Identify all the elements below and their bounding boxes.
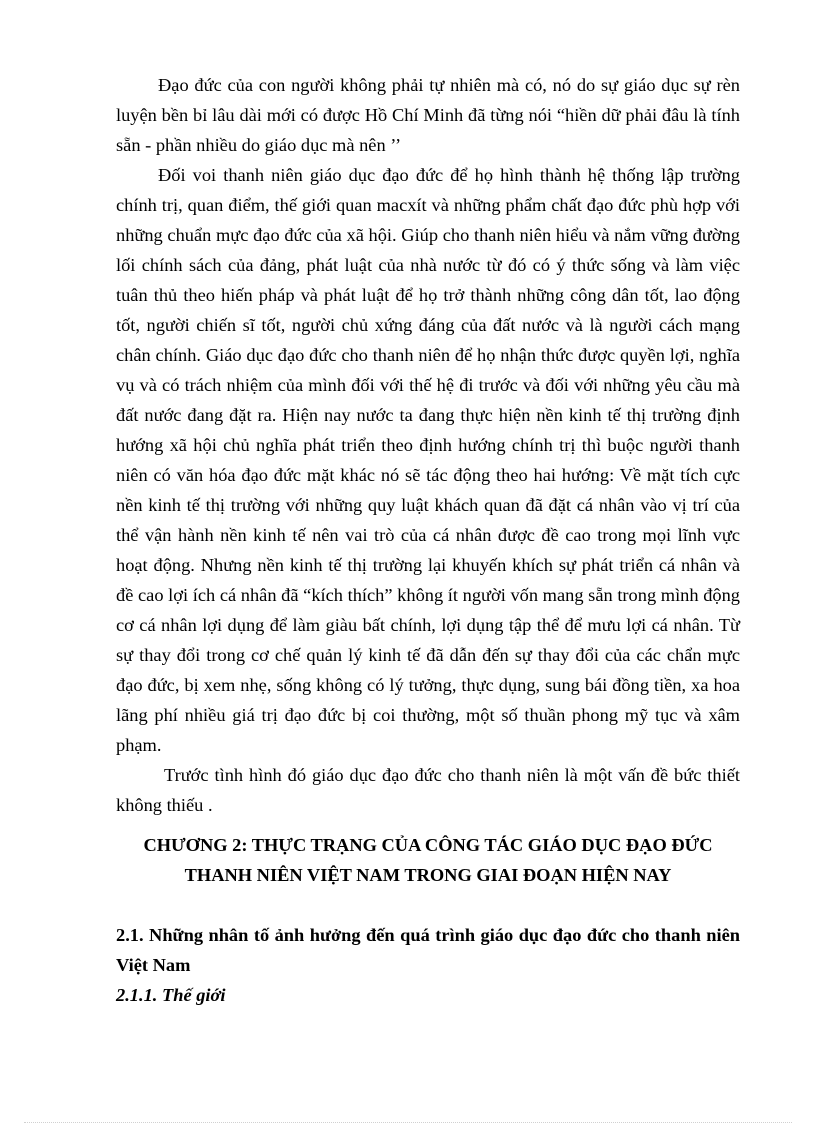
paragraph-1: Đạo đức của con người không phải tự nhiên mà có, nó do sự giáo dục sự rèn luyện bền bỉ lâu dài mới có được Hồ Chí Minh đã từng nói “hiền dữ phải đâu là tính sẵn - phần nhiều do giáo dục mà nên ’’ — [116, 75, 740, 155]
section-heading: 2.1. Những nhân tố ảnh hưởng đến quá trình giáo dục đạo đức cho thanh niên Việt Nam — [116, 925, 740, 975]
paragraph-3: Trước tình hình đó giáo dục đạo đức cho thanh niên là một vấn đề bức thiết không thiếu . — [116, 765, 740, 815]
paragraph-2: Đối voi thanh niên giáo dục đạo đức để họ hình thành hệ thống lập trường chính trị, quan điểm, thế giới quan macxít và những phẩm chất đạo đức phù hợp với những chuẩn mực đạo đức của xã hội. Giúp cho thanh niên hiểu và nắm vững đường lối chính sách của đảng, phát luật của nhà nước từ đó có ý thức sống và làm việc tuân thủ theo hiến pháp và phát luật để họ trở thành những công dân tốt, lao động tốt, người chiến sĩ tốt, người chủ xứng đáng của đất nước và là người cách mạng chân chính. Giáo dục đạo đức cho thanh niên để họ nhận thức được quyền lợi, nghĩa vụ và có trách nhiệm của mình đối với thế hệ đi trước và đối với những yêu cầu mà đất nước đang đặt ra. Hiện nay nước ta đang thực hiện nền kinh tế thị trường định hướng xã hội chủ nghĩa phát triển theo định hướng chính trị thì buộc người thanh niên có văn hóa đạo đức mặt khác nó sẽ tác động theo hai hướng: Về mặt tích cực nền kinh tế thị trường với những quy luật khách quan đã đặt cá nhân vào vị trí của thể vận hành nền kinh tế nên vai trò của cá nhân được đề cao trong mọi lĩnh vực hoạt động. Nhưng nền kinh tế thị trường lại khuyến khích sự phát triển cá nhân và đề cao lợi ích cá nhân đã “kích thích” không ít người vốn mang sẵn trong mình động cơ cá nhân lợi dụng để làm giàu bất chính, lợi dụng tập thể để mưu lợi cá nhân. Từ sự thay đổi trong cơ chế quản lý kinh tế đã dẫn đến sự thay đổi của các chẩn mực đạo đức, bị xem nhẹ, sống không có lý tưởng, thực dụng, sung bái đồng tiền, xa hoa lãng phí nhiều giá trị đạo đức bị coi thường, một số thuần phong mỹ tục và xâm phạm. — [116, 165, 740, 755]
subsection-heading: 2.1.1. Thế giới — [116, 985, 226, 1005]
document-page — [116, 70, 740, 1010]
chapter-heading: CHƯƠNG 2: THỰC TRẠNG CỦA CÔNG TÁC GIÁO DỤC ĐẠO ĐỨC THANH NIÊN VIỆT NAM TRONG GIAI ĐOẠN HIỆN NAY — [143, 835, 713, 885]
